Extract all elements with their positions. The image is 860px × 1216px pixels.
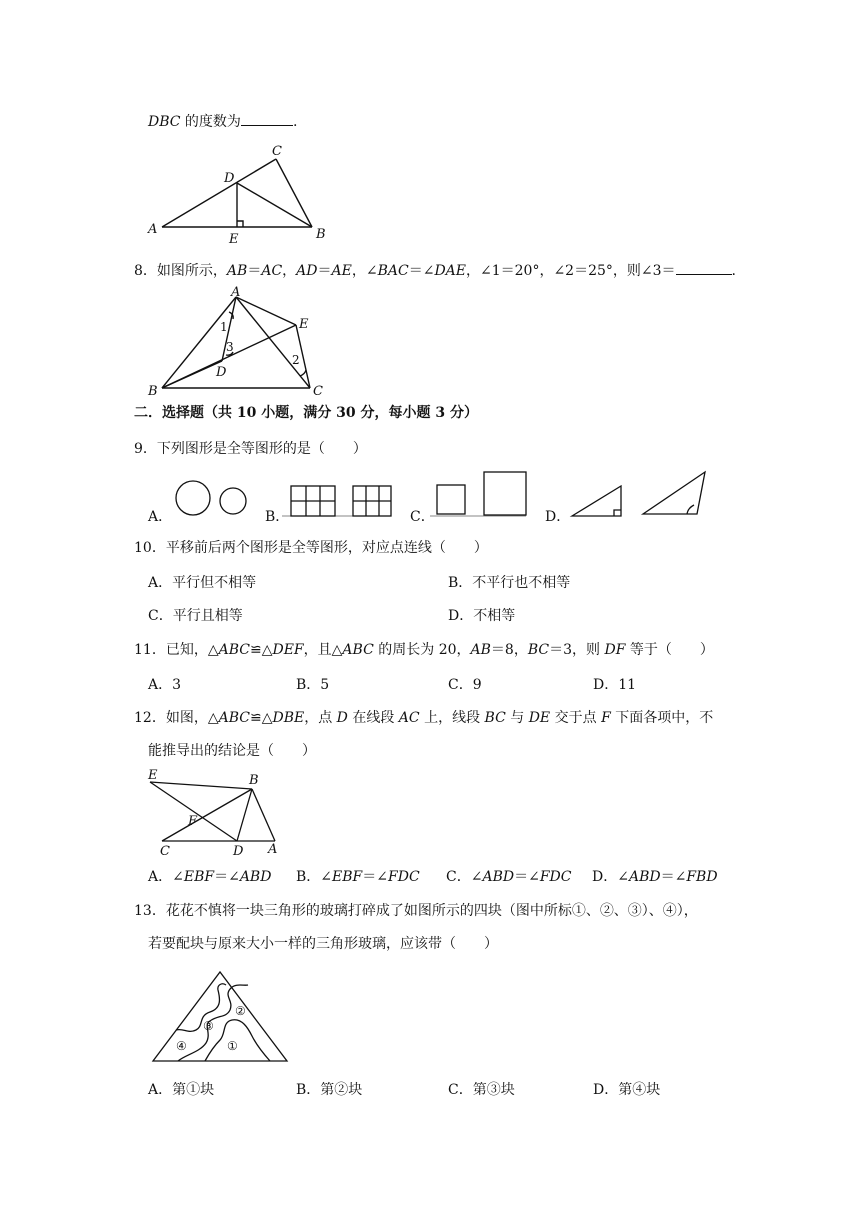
q12-a-t4: ABD <box>239 869 272 885</box>
q10-option-c[interactable]: C．平行且相等 <box>148 608 243 624</box>
q11-t13: 等于（ ） <box>625 642 714 658</box>
q12-t10: BC <box>484 710 506 726</box>
q8-t5: ， <box>282 263 297 279</box>
fig7-label-E: E <box>229 232 239 247</box>
q11-t12: DF <box>604 642 626 658</box>
q11-option-b[interactable]: B．5 <box>296 677 330 693</box>
q12-t7: 在线段 <box>347 710 399 726</box>
q12-t2: ABC <box>218 710 250 726</box>
q8-t11: ＝∠ <box>408 263 435 279</box>
q8-t7: ＝ <box>317 263 332 279</box>
q12-t14: F <box>601 710 611 726</box>
q13-stem-line2: 若要配块与原来大小一样的三角形玻璃，应该带（ ） <box>148 936 498 952</box>
q8-t6: AD <box>296 263 318 279</box>
fig7-label-C: C <box>272 144 282 159</box>
q13-option-d[interactable]: D．第④块 <box>593 1082 661 1098</box>
fig8-label-A: A <box>231 285 241 300</box>
q12-t4: DBE <box>272 710 305 726</box>
q11-t7: 的周长为 20， <box>373 642 471 658</box>
q9-option-d[interactable]: D． <box>545 509 571 525</box>
fig13-piece-4: ④ <box>176 1039 187 1053</box>
q12-b-t2: EBF <box>332 869 363 885</box>
q12-t13: 交于点 <box>550 710 602 726</box>
fig13-piece-2: ② <box>235 1004 246 1018</box>
q11-t6: ABC <box>342 642 374 658</box>
q8-t13: ，∠1＝20°，∠2＝25°，则∠3＝ <box>466 263 676 279</box>
q12-t9: 上，线段 <box>419 710 485 726</box>
q11-t4: DEF <box>272 642 304 658</box>
q12-c-t1: C．∠ <box>446 869 483 885</box>
q11-option-a[interactable]: A．3 <box>148 677 182 693</box>
q12-t15: 下面各项中，不 <box>610 710 714 726</box>
q12-c-t4: FDC <box>539 869 572 885</box>
q12-t5: ，点 <box>304 710 337 726</box>
fig8-label-D: D <box>216 365 227 380</box>
fig12-label-C: C <box>160 844 170 859</box>
q12-d-t3: ＝∠ <box>660 869 687 885</box>
fig8-label-B: B <box>148 384 158 399</box>
q10-option-d[interactable]: D．不相等 <box>448 608 516 624</box>
q12-c-t2: ABD <box>482 869 515 885</box>
q12-d-t2: ABD <box>628 869 661 885</box>
fig8-label-C: C <box>313 384 323 399</box>
q13-option-a[interactable]: A．第①块 <box>148 1082 215 1098</box>
fig8-label-E: E <box>299 317 309 332</box>
q11-t9: ＝8， <box>490 642 528 658</box>
q9-option-a[interactable]: A． <box>148 509 173 525</box>
q9-option-b[interactable]: B． <box>265 509 290 525</box>
fig7-label-D: D <box>224 171 235 186</box>
q13-option-c[interactable]: C．第③块 <box>448 1082 515 1098</box>
q11-t5: ，且△ <box>303 642 343 658</box>
fig7-label-B: B <box>316 227 326 242</box>
q8-t12: DAE <box>434 263 466 279</box>
q8-t8: AE <box>331 263 352 279</box>
q8-t4: AC <box>261 263 283 279</box>
q13-stem-line1: 13．花花不慎将一块三角形的玻璃打碎成了如图所示的四块（图中所标①、②、③）、④）， <box>134 903 698 919</box>
q12-d-t4: FBD <box>686 869 718 885</box>
q9-option-c[interactable]: C． <box>410 509 435 525</box>
q12-t12: DE <box>528 710 551 726</box>
q12-a-t2: EBF <box>183 869 215 885</box>
q12-c-t3: ＝∠ <box>514 869 540 885</box>
q11-option-c[interactable]: C．9 <box>448 677 482 693</box>
q13-option-b[interactable]: B．第②块 <box>296 1082 363 1098</box>
q12-t1: 12．如图，△ <box>134 710 219 726</box>
fig12-label-E: E <box>148 768 158 783</box>
q12-b-t1: B．∠ <box>296 869 333 885</box>
q8-end: . <box>731 263 736 279</box>
q8-t3: ＝ <box>247 263 262 279</box>
q11-option-d[interactable]: D．11 <box>593 677 637 693</box>
q10-option-a[interactable]: A．平行但不相等 <box>148 575 257 591</box>
q7-text: 的度数为 <box>180 114 241 130</box>
q11-t2: ABC <box>218 642 250 658</box>
q12-t3: ≌△ <box>249 710 273 726</box>
section-heading: 二．选择题（共 10 小题，满分 30 分，每小题 3 分） <box>134 405 478 421</box>
fig12-label-A: A <box>268 842 278 857</box>
q11-t1: 11．已知，△ <box>134 642 219 658</box>
q12-a-t3: ＝∠ <box>214 869 240 885</box>
q10-option-b[interactable]: B．不平行也不相等 <box>448 575 571 591</box>
q12-t6: D <box>336 710 348 726</box>
q9-stem: 9．下列图形是全等图形的是（ ） <box>134 441 367 457</box>
fig8-angle-1: 1 <box>220 320 228 334</box>
q12-b-t4: FDC <box>388 869 420 885</box>
q11-t3: ≌△ <box>249 642 273 658</box>
fig8-angle-2: 2 <box>292 353 300 367</box>
fig13-piece-1: ① <box>227 1039 238 1053</box>
fig12-label-B: B <box>249 773 259 788</box>
q10-stem: 10．平移前后两个图形是全等图形，对应点连线（ ） <box>134 540 488 556</box>
fig8-angle-3: 3 <box>226 340 234 354</box>
fig12-label-D: D <box>233 844 244 859</box>
q11-t8: AB <box>470 642 491 658</box>
q7-end: . <box>292 114 298 130</box>
q12-b-t3: ＝∠ <box>362 869 388 885</box>
q12-t11: 与 <box>505 710 529 726</box>
q11-t11: ＝3，则 <box>549 642 605 658</box>
q8-t10: BAC <box>377 263 409 279</box>
fig13-piece-3: ③ <box>203 1019 214 1033</box>
q8-t2: AB <box>226 263 248 279</box>
q12-d-t1: D．∠ <box>592 869 629 885</box>
q12-stem-line2: 能推导出的结论是（ ） <box>148 743 316 759</box>
fig7-label-A: A <box>148 222 158 237</box>
q8-t1: 8．如图所示， <box>134 263 227 279</box>
q12-t8: AC <box>398 710 420 726</box>
q8-t9: ，∠ <box>351 263 378 279</box>
q7-var: DBC <box>148 114 181 130</box>
q12-a-t1: A．∠ <box>148 869 184 885</box>
fig12-label-F: F <box>188 814 198 829</box>
q11-t10: BC <box>527 642 550 658</box>
